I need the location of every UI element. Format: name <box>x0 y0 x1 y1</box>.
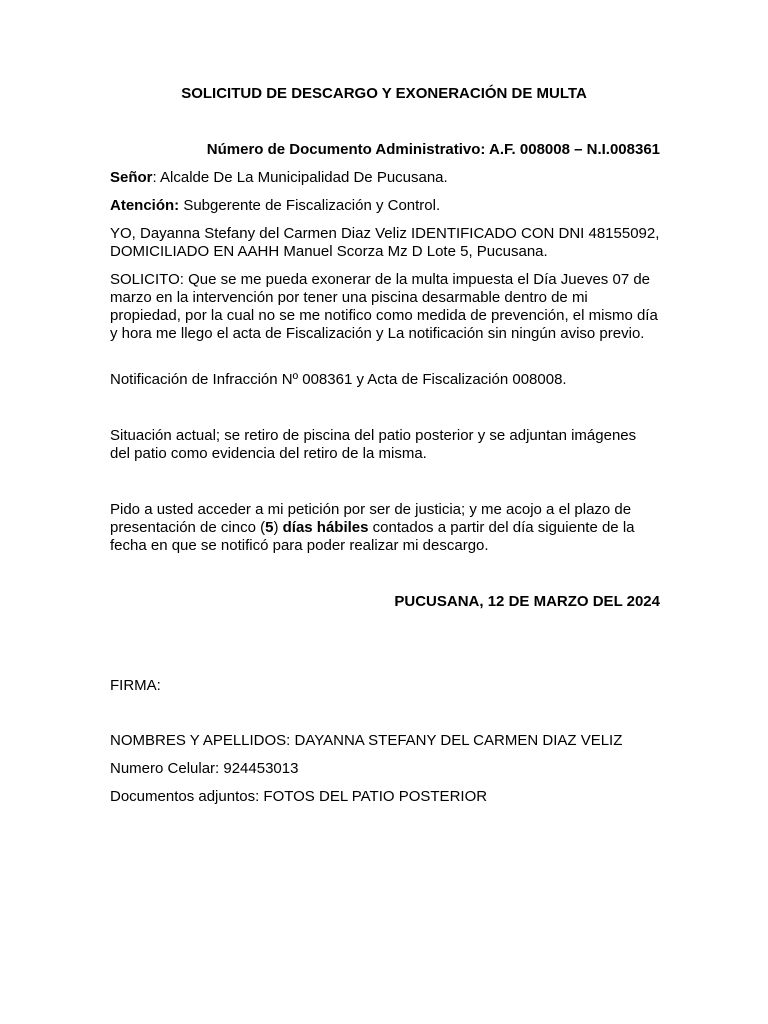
addressee-text: : Alcalde De La Municipalidad De Pucusana. <box>152 169 448 186</box>
request-paragraph: SOLICITO: Que se me pueda exonerar de la multa impuesta el Día Jueves 07 de marzo en la intervención por tener una piscina desarmable dentro de mi propiedad, por la cual no se me notifico como medida de prevención, el mismo día y hora me llego el acta de Fiscalización y La notificación sin ningún aviso previo. <box>110 271 658 342</box>
petition-paragraph <box>110 501 660 555</box>
petition-text-1: Pido a usted acceder a mi petición por ser de justicia; y me acojo a el plazo de presentación de cinco ( <box>110 501 632 536</box>
identification-paragraph: YO, Dayanna Stefany del Carmen Diaz Veliz IDENTIFICADO CON DNI 48155092, DOMICILIADO EN AAHH Manuel Scorza Mz D Lote 5, Pucusana. <box>110 225 660 260</box>
petition-text-3: contados a partir del día siguiente de la fecha en que se notificó para poder realizar mi descargo. <box>110 519 635 554</box>
petition-business-days: días hábiles <box>282 519 369 536</box>
place-date: PUCUSANA, 12 DE MARZO DEL 2024 <box>394 593 660 610</box>
notification-paragraph: Notificación de Infracción Nº 008361 y Acta de Fiscalización 008008. <box>110 371 567 388</box>
document-title: SOLICITUD DE DESCARGO Y EXONERACIÓN DE MULTA <box>181 85 587 102</box>
addressee-line <box>110 169 660 187</box>
petition-text-2: ) <box>273 519 283 536</box>
addressee-label: Señor <box>110 169 153 186</box>
attention-text: Subgerente de Fiscalización y Control. <box>179 197 441 214</box>
situation-paragraph: Situación actual; se retiro de piscina del patio posterior y se adjuntan imágenes del patio como evidencia del retiro de la misma. <box>110 427 637 462</box>
full-name-line: NOMBRES Y APELLIDOS: DAYANNA STEFANY DEL CARMEN DIAZ VELIZ <box>110 732 623 749</box>
attachments-line: Documentos adjuntos: FOTOS DEL PATIO POSTERIOR <box>110 788 488 805</box>
attention-line <box>110 197 660 215</box>
phone-line: Numero Celular: 924453013 <box>110 760 299 777</box>
signature-label: FIRMA: <box>110 677 161 694</box>
document-number: Número de Documento Administrativo: A.F. 008008 – N.I.008361 <box>206 141 660 158</box>
attention-label: Atención: <box>110 197 180 214</box>
petition-days-number: 5 <box>265 519 274 536</box>
